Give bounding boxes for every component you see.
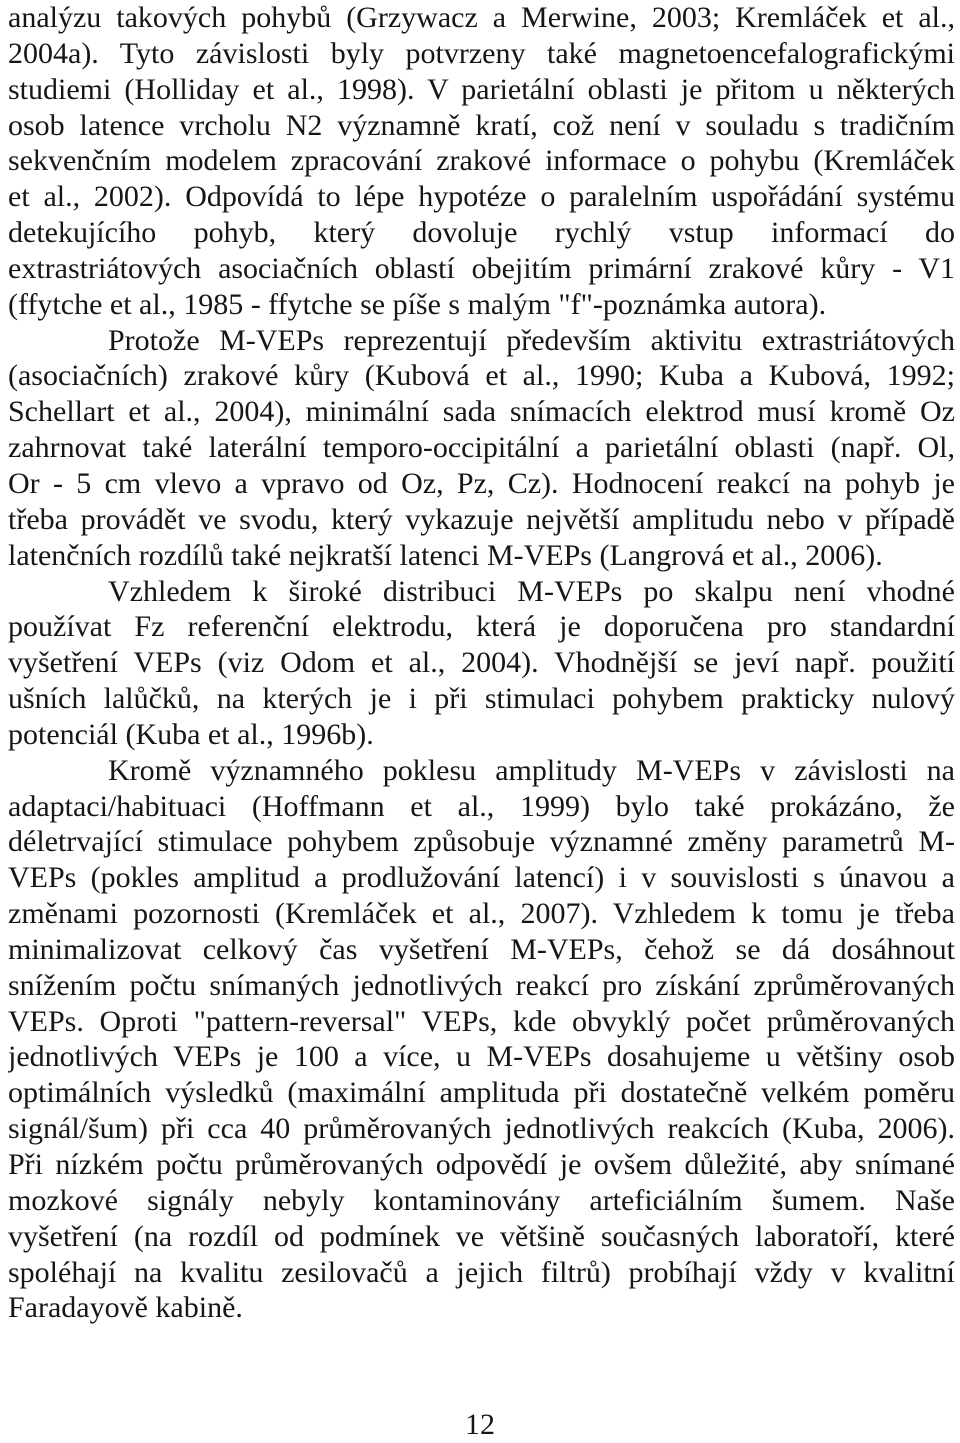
text-line: studiemi (Holliday et al., 1998). V parietální oblasti je přitom u některých [8, 72, 955, 106]
text-line: jednotlivých VEPs je 100 a více, u M-VEPs dosahujeme u většiny osob [8, 1040, 955, 1074]
text-line: minimalizovat celkový čas vyšetření M-VEPs, čehož se dá dosáhnout [8, 932, 955, 966]
paragraph [8, 0, 955, 323]
text-line: déletrvající stimulace pohybem způsobuje významné změny parametrů M- [8, 825, 955, 859]
text-line: latenčních rozdílů také nejkratší latenci M-VEPs (Langrová et al., 2006). [8, 538, 883, 572]
text-line: snížením počtu snímaných jednotlivých reakcí pro získání zprůměrovaných [8, 968, 955, 1002]
page-number: 12 [465, 1408, 495, 1441]
text-line: signál/šum) při cca 40 průměrovaných jednotlivých reakcích (Kuba, 2006). [8, 1112, 955, 1146]
text-line: (ffytche et al., 1985 - ffytche se píše s malým "f"-poznámka autora). [8, 287, 827, 321]
text-line: analýzu takových pohybů (Grzywacz a Merwine, 2003; Kremláček et al., [8, 1, 955, 34]
text-line: Or - 5 cm vlevo a vpravo od Oz, Pz, Cz). Hodnocení reakcí na pohyb je [8, 466, 955, 500]
text-line: detekujícího pohyb, který dovoluje rychlý vstup informací do [8, 216, 955, 250]
text-line: adaptaci/habituaci (Hoffmann et al., 1999) bylo také prokázáno, že [8, 789, 955, 823]
text-line: Faradayově kabině. [8, 1291, 243, 1325]
paragraph [8, 753, 955, 1327]
text-line: změnami pozornosti (Kremláček et al., 2007). Vzhledem k tomu je třeba [8, 897, 955, 931]
text-line: VEPs. Oproti "pattern-reversal" VEPs, kde obvyklý počet průměrovaných [8, 1004, 955, 1038]
text-line: vyšetření VEPs (viz Odom et al., 2004). Vhodnější se jeví např. použití [8, 646, 955, 680]
text-line: Schellart et al., 2004), minimální sada snímacích elektrod musí kromě Oz [8, 395, 955, 429]
text-line: vyšetření (na rozdíl od podmínek ve většině současných laboratoří, které [8, 1219, 955, 1253]
text-line: VEPs (pokles amplitud a prodlužování latencí) i v souvislosti s únavou a [8, 861, 955, 895]
text-line: spoléhají na kvalitu zesilovačů a jejich filtrů) probíhají vždy v kvalitní [8, 1255, 955, 1289]
text-line: zahrnovat také laterální temporo-occipitální a parietální oblasti (např. Ol, [8, 431, 955, 465]
text-line: Vzhledem k široké distribuci M-VEPs po skalpu není vhodné [108, 574, 955, 608]
text-line: 2004a). Tyto závislosti byly potvrzeny také magnetoencefalografickými [8, 36, 955, 70]
text-line: třeba provádět ve svodu, který vykazuje největší amplitudu nebo v případě [8, 502, 955, 536]
text-line: ušních lalůčků, na kterých je i při stimulaci pohybem prakticky nulový [8, 682, 955, 716]
text-line: Kromě významného poklesu amplitudy M-VEPs v závislosti na [108, 753, 955, 787]
text-line: mozkové signály nebyly kontaminovány arteficiálním šumem. Naše [8, 1183, 955, 1217]
text-line: (asociačních) zrakové kůry (Kubová et al., 1990; Kuba a Kubová, 1992; [8, 359, 955, 393]
text-line: používat Fz referenční elektrodu, která je doporučena pro standardní [8, 610, 955, 644]
text-line: sekvenčním modelem zpracování zrakové informace o pohybu (Kremláček [8, 144, 955, 178]
text-line: optimálních výsledků (maximální amplituda při dostatečně velkém poměru [8, 1076, 955, 1110]
text-line: Protože M-VEPs reprezentují především aktivitu extrastriátových [108, 323, 955, 357]
text-line: extrastriátových asociačních oblastí obejitím primární zrakové kůry - V1 [8, 251, 955, 285]
text-line: et al., 2002). Odpovídá to lépe hypotéze o paralelním uspořádání systému [8, 180, 955, 214]
paragraph [8, 574, 955, 753]
text-line: osob latence vrcholu N2 významně kratí, což není v souladu s tradičním [8, 108, 955, 142]
page-body [8, 0, 955, 1326]
paragraph [8, 323, 955, 574]
text-line: Při nízkém počtu průměrovaných odpovědí je ovšem důležité, aby snímané [8, 1148, 955, 1181]
text-line: potenciál (Kuba et al., 1996b). [8, 717, 374, 751]
